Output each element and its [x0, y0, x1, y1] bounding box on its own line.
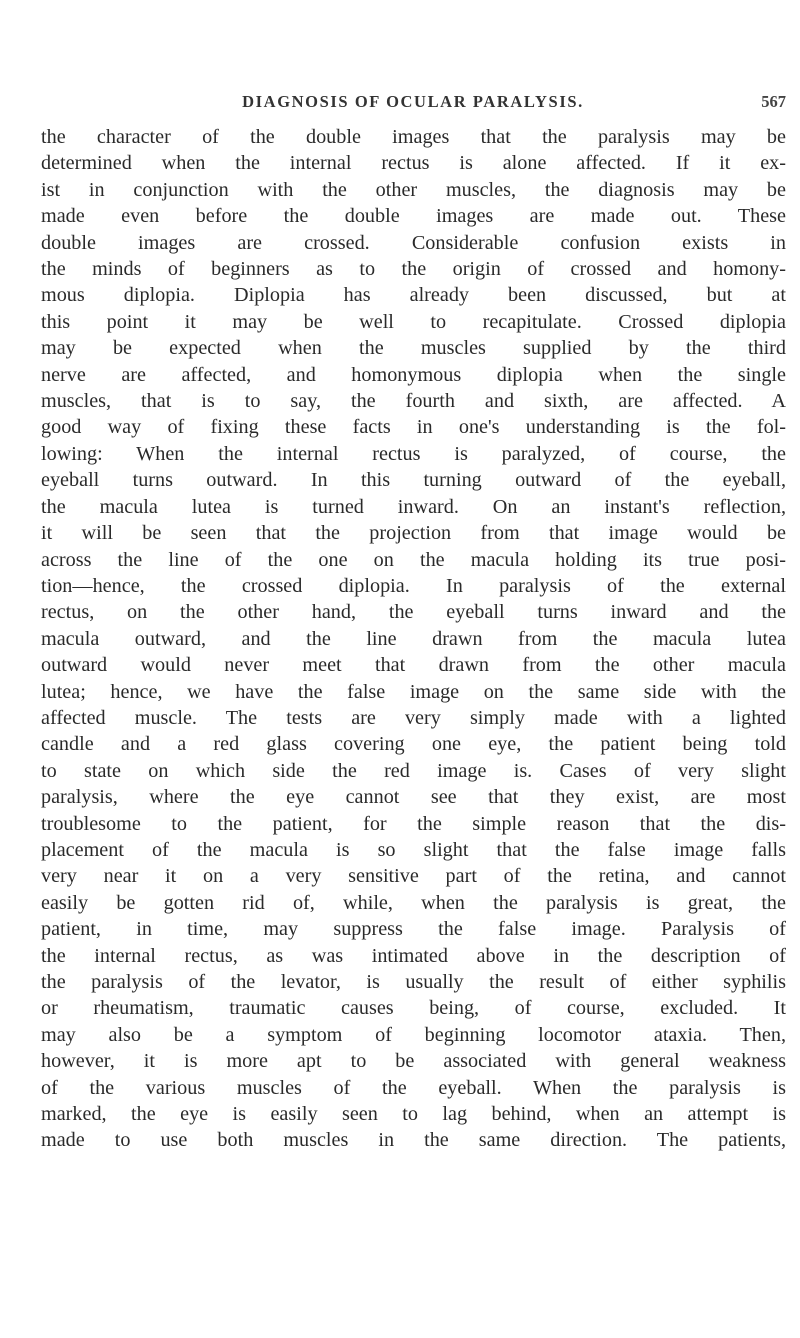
text-line: across the line of the one on the macula holding its true posi- — [41, 548, 786, 571]
text-line: nerve are affected, and homonymous diplopia when the single — [41, 363, 786, 386]
text-line: made to use both muscles in the same direction. The patients, — [41, 1129, 786, 1152]
running-title: DIAGNOSIS OF OCULAR PARALYSIS. — [242, 92, 584, 111]
text-line: made even before the double images are made out. These — [41, 205, 786, 228]
text-line: of the various muscles of the eyeball. When the paralysis is — [41, 1076, 786, 1099]
text-line: candle and a red glass covering one eye, the patient being told — [41, 733, 786, 756]
text-line: the character of the double images that the paralysis may be — [41, 126, 786, 148]
text-line: determined when the internal rectus is alone affected. If it ex- — [41, 152, 786, 175]
text-line: placement of the macula is so slight that the false image falls — [41, 838, 786, 861]
text-line: may be expected when the muscles supplied by the third — [41, 337, 786, 360]
text-line: this point it may be well to recapitulate. Crossed diplopia — [41, 310, 786, 333]
text-line: ist in conjunction with the other muscles, the diagnosis may be — [41, 178, 786, 201]
text-line: eyeball turns outward. In this turning outward of the eyeball, — [41, 469, 786, 492]
text-line: double images are crossed. Considerable confusion exists in — [41, 231, 786, 254]
text-line: lowing: When the internal rectus is paralyzed, of course, the — [41, 442, 786, 465]
running-head — [40, 92, 786, 114]
text-line: paralysis, where the eye cannot see that they exist, are most — [41, 786, 786, 809]
text-line: muscles, that is to say, the fourth and sixth, are affected. A — [41, 390, 786, 413]
text-line: the minds of beginners as to the origin of crossed and homony- — [41, 258, 786, 281]
text-line: may also be a symptom of beginning locomotor ataxia. Then, — [41, 1023, 786, 1046]
body-text — [41, 124, 786, 1154]
text-line: marked, the eye is easily seen to lag behind, when an attempt is — [41, 1103, 786, 1126]
text-line: the macula lutea is turned inward. On an instant's reflection, — [41, 495, 786, 518]
text-line: very near it on a very sensitive part of the retina, and cannot — [41, 865, 786, 888]
text-line: troublesome to the patient, for the simple reason that the dis- — [41, 812, 786, 835]
text-line: mous diplopia. Diplopia has already been discussed, but at — [41, 284, 786, 307]
text-line: good way of fixing these facts in one's understanding is the fol- — [41, 416, 786, 439]
page-number: 567 — [761, 92, 786, 111]
text-line: it will be seen that the projection from that image would be — [41, 522, 786, 545]
text-line: the internal rectus, as was intimated above in the description of — [41, 944, 786, 967]
text-line: tion—hence, the crossed diplopia. In paralysis of the external — [41, 574, 786, 597]
text-line: however, it is more apt to be associated with general weakness — [41, 1050, 786, 1073]
text-line: easily be gotten rid of, while, when the paralysis is great, the — [41, 891, 786, 914]
text-line: macula outward, and the line drawn from the macula lutea — [41, 627, 786, 650]
text-line: or rheumatism, traumatic causes being, of course, excluded. It — [41, 997, 786, 1020]
text-line: affected muscle. The tests are very simply made with a lighted — [41, 706, 786, 729]
text-line: patient, in time, may suppress the false image. Paralysis of — [41, 918, 786, 941]
text-line: lutea; hence, we have the false image on the same side with the — [41, 680, 786, 703]
text-line: outward would never meet that drawn from the other macula — [41, 654, 786, 677]
text-line: the paralysis of the levator, is usually the result of either syphilis — [41, 971, 786, 993]
text-line: to state on which side the red image is. Cases of very slight — [41, 759, 786, 782]
text-line: rectus, on the other hand, the eyeball turns inward and the — [41, 601, 786, 624]
